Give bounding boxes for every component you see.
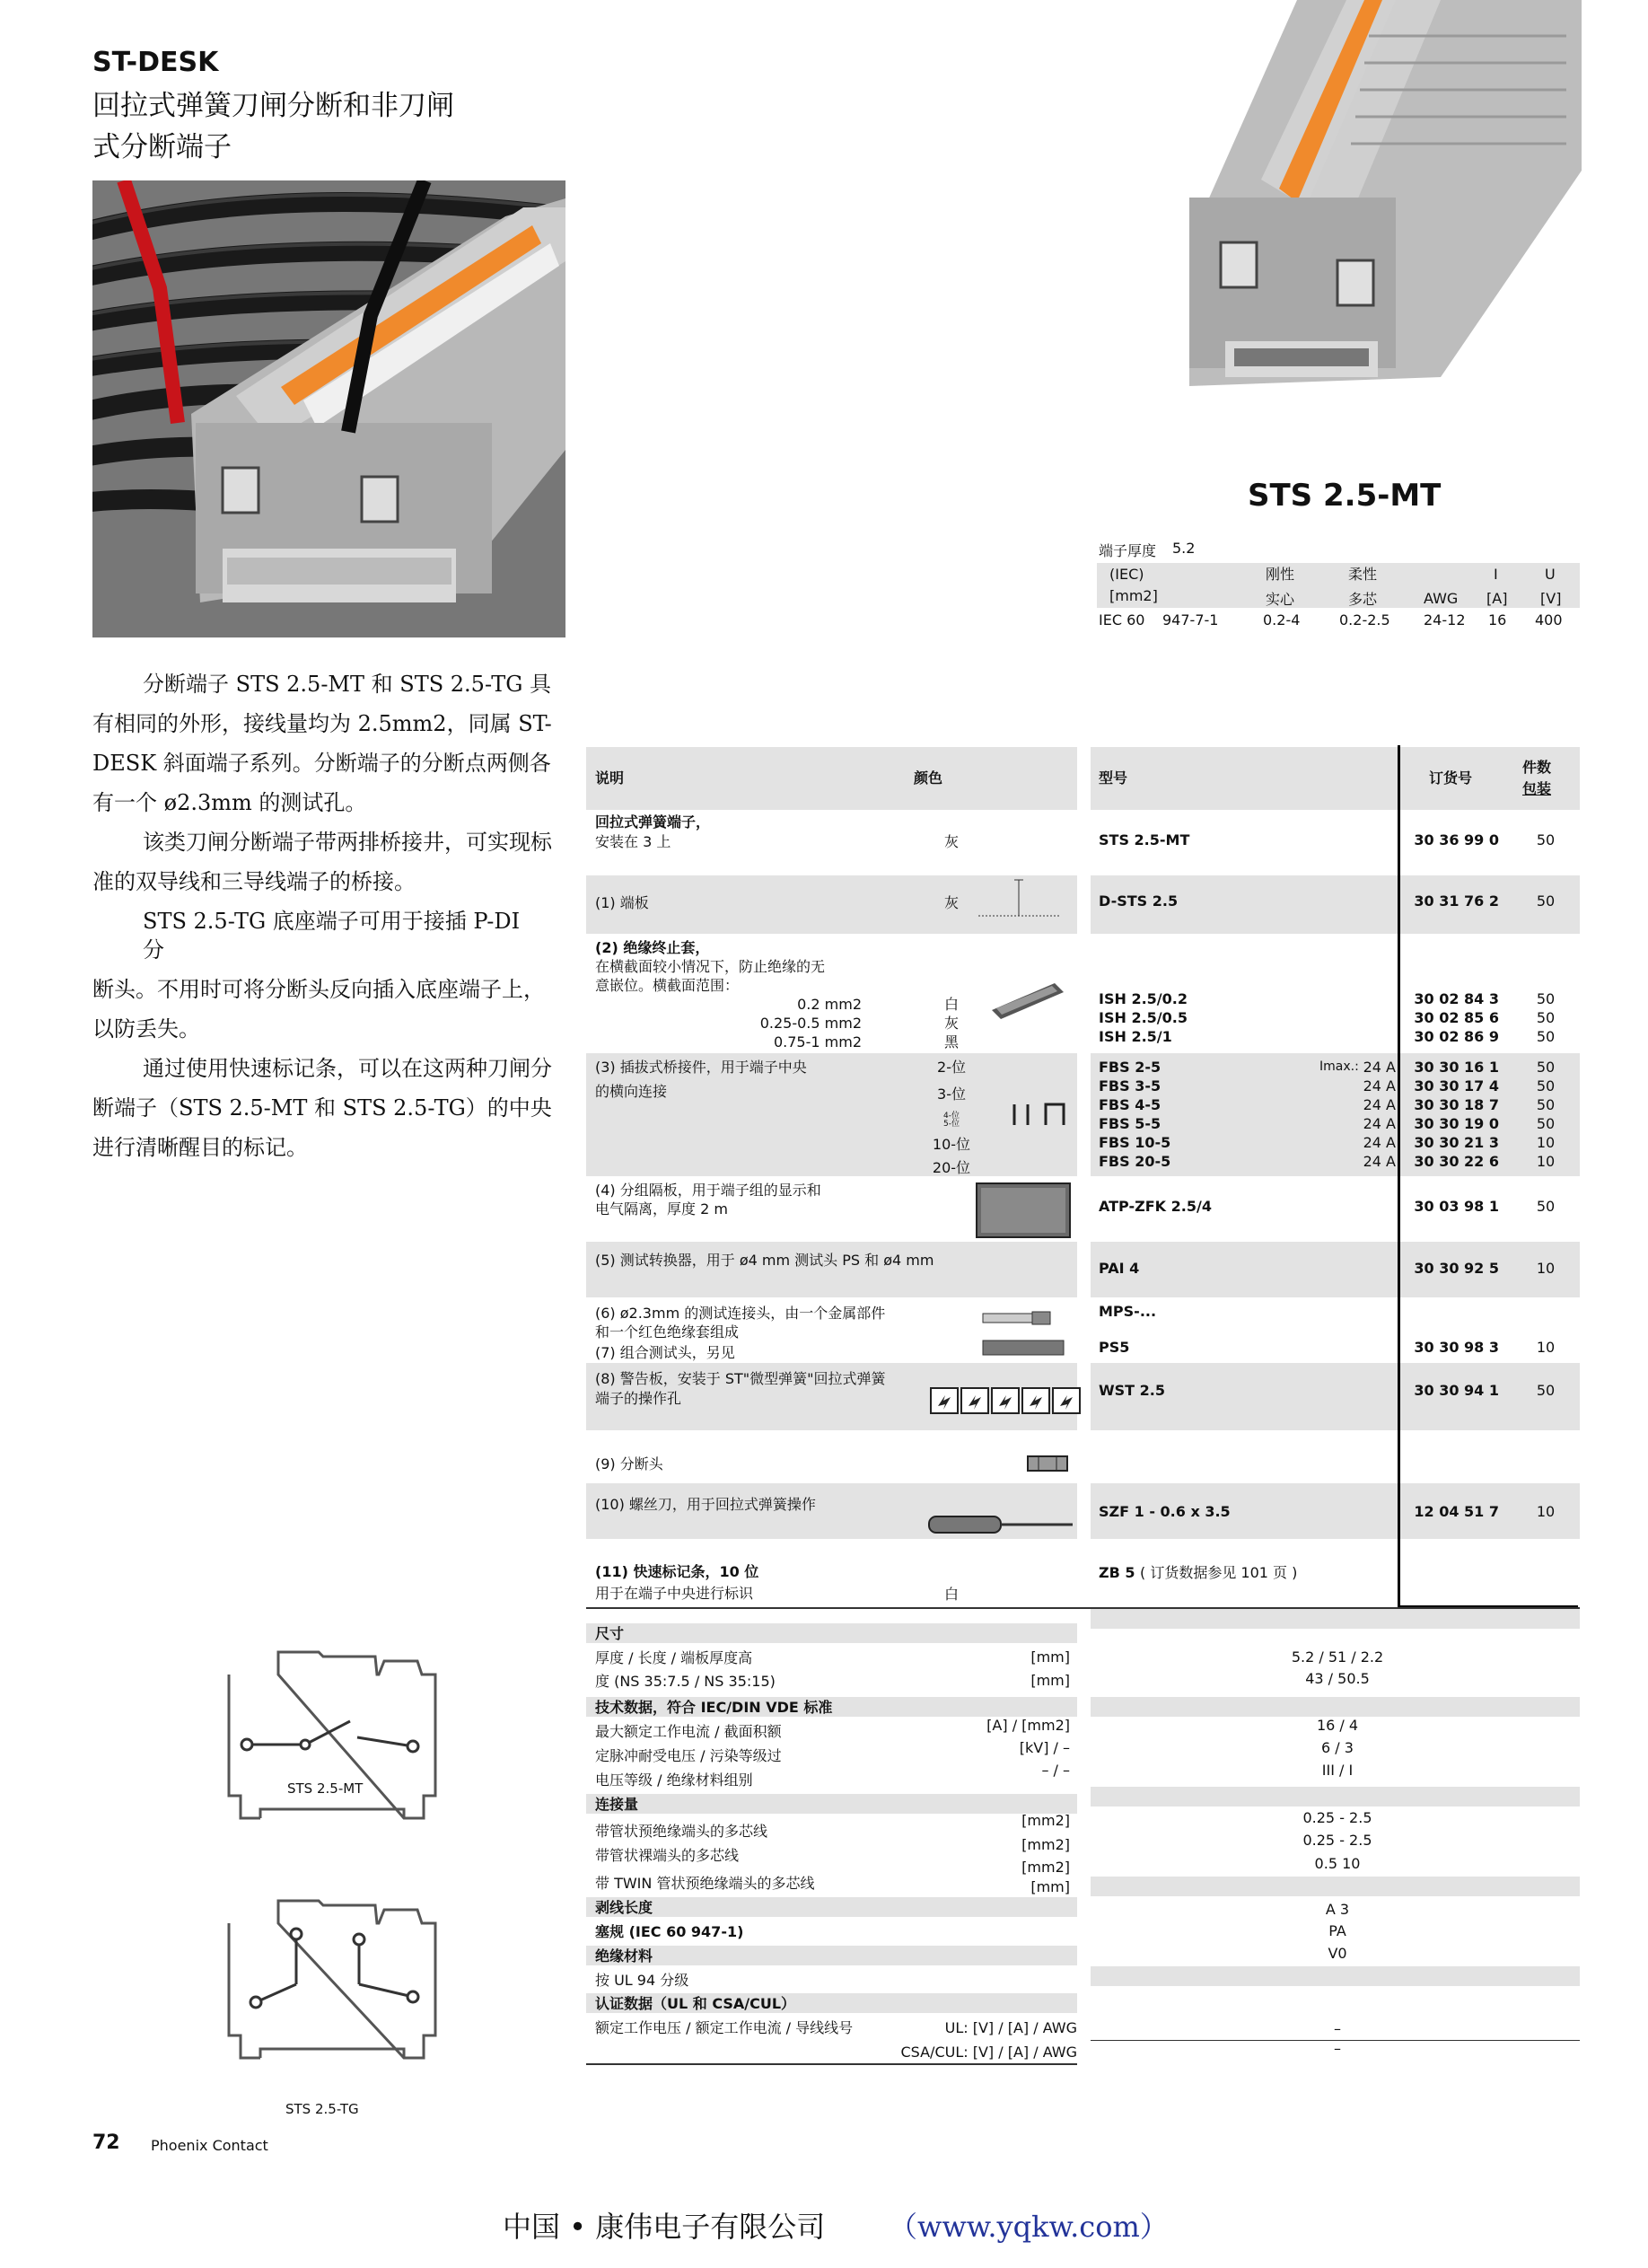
row4-current-1: 24 A [1363, 1059, 1396, 1076]
row3-color-2: 灰 [943, 1015, 959, 1032]
specs-cert-1-val: – [1334, 2020, 1341, 2037]
row1-model: STS 2.5-MT [1099, 831, 1190, 848]
spec-awg: AWG [1424, 590, 1459, 607]
row2-model: D-STS 2.5 [1099, 892, 1179, 910]
row5-order: 30 03 98 1 [1414, 1198, 1499, 1215]
sts-terminal-photo [1171, 0, 1582, 409]
row4-pos-1: 2-位 [937, 1059, 966, 1076]
specs-conn-band-r [1091, 1787, 1580, 1806]
row3-pack-1: 50 [1536, 990, 1556, 1007]
specs-conn-1-val: 0.25 - 2.5 [1302, 1809, 1372, 1826]
specs-tech-2-unit: [kV] / – [1019, 1739, 1070, 1756]
row10-order: 12 04 51 7 [1414, 1503, 1499, 1520]
row11-color: 白 [943, 1586, 959, 1603]
col-pack-header-2: 包装 [1522, 780, 1552, 797]
row3-pack-3: 50 [1536, 1028, 1556, 1045]
row7-desc-3: (7) 组合测试头，另见 [595, 1344, 735, 1361]
specs-conn-2-val: 0.25 - 2.5 [1302, 1832, 1372, 1849]
spec-flex-val: 0.2-2.5 [1339, 611, 1390, 629]
specs-dims-band [586, 1623, 1077, 1643]
row3-desc-1: (2) 绝缘终止套， [595, 939, 710, 956]
page-title: ST-DESK [92, 47, 219, 78]
row4-order-2: 30 30 17 4 [1414, 1077, 1499, 1094]
row7-desc-1: (6) ø2.3mm 的测试连接头，由一个金属部件 [595, 1305, 886, 1322]
row6-model: PAI 4 [1099, 1260, 1140, 1277]
row2-desc: (1) 端板 [595, 894, 649, 911]
disconnect-plug-icon [1026, 1452, 1071, 1475]
specs-tech-1-unit: [A] / [mm2] [986, 1717, 1070, 1734]
specs-conn-3-val: 0.5 10 [1314, 1855, 1361, 1872]
col-model-header: 型号 [1099, 769, 1128, 787]
specs-dims-2: 度 (NS 35:7.5 / NS 35:15) [595, 1673, 776, 1690]
specs-dims-title: 尺寸 [595, 1625, 625, 1642]
specs-ins-val: V0 [1328, 1945, 1347, 1962]
specs-conn-title: 连接量 [595, 1796, 639, 1813]
row11-model: ZB 5 [1099, 1564, 1135, 1581]
row2-pack: 50 [1536, 892, 1556, 910]
row3-model-2: ISH 2.5/0.5 [1099, 1009, 1188, 1026]
spec-std2: 947-7-1 [1162, 611, 1219, 629]
spec-i-val: 16 [1488, 611, 1507, 629]
row4-pack-6: 10 [1536, 1153, 1556, 1170]
specs-gauge: 塞规 (IEC 60 947-1) [595, 1923, 744, 1940]
row3-color-3: 黑 [943, 1033, 959, 1050]
row8-model: WST 2.5 [1099, 1382, 1165, 1399]
specs-tech-3: 电压等级 / 绝缘材料组别 [595, 1771, 753, 1789]
row3-order-1: 30 02 84 3 [1414, 990, 1499, 1007]
spec-u: U [1545, 566, 1556, 583]
spec-iec: (IEC) [1109, 566, 1144, 583]
page-subtitle-line2: 式分断端子 [92, 131, 232, 163]
specs-cert-2-unit: CSA/CUL: [V] / [A] / AWG [900, 2044, 1077, 2061]
specs-strip-band-r [1091, 1877, 1580, 1896]
row8-desc-1: (8) 警告板，安装于 ST"微型弹簧"回拉式弹簧 [595, 1370, 886, 1387]
table-header-right [1091, 747, 1580, 810]
row3-color-1: 白 [943, 996, 959, 1013]
intro-paragraph-3a: STS 2.5-TG 底座端子可用于接插 P-DI [143, 909, 521, 934]
specs-cert-1: 额定工作电压 / 额定工作电流 / 导线线号 [595, 2019, 854, 2036]
row4-pack-2: 50 [1536, 1077, 1556, 1094]
specs-dims-1: 厚度 / 长度 / 端板厚度高 [595, 1649, 753, 1666]
row1-order: 30 36 99 0 [1414, 831, 1499, 848]
row10-pack: 10 [1536, 1503, 1556, 1520]
thickness-value: 5.2 [1172, 540, 1196, 557]
row6-band-right [1091, 1242, 1580, 1297]
row3-order-2: 30 02 85 6 [1414, 1009, 1499, 1026]
test-plug-icon [978, 1306, 1068, 1360]
table-header-left [586, 747, 1077, 810]
specs-strip-band [586, 1897, 1077, 1917]
row4-pos-5: 10-位 [932, 1136, 971, 1153]
row4-pos-3: 4-位 [943, 1112, 960, 1121]
intro-text [92, 664, 564, 1167]
specs-conn-3-unit-2: [mm] [1030, 1878, 1070, 1895]
row10-desc: (10) 螺丝刀，用于回拉式弹簧操作 [595, 1496, 816, 1513]
row4-order-4: 30 30 19 0 [1414, 1115, 1499, 1132]
intro-paragraph-1: 分断端子 STS 2.5-MT 和 STS 2.5-TG 具有相同的外形，接线量均为 2.5mm2，同属 ST-DESK 斜面端子系列。分断端子的分断点两侧各有一个 ø2.3mm 的测试孔。 [92, 672, 552, 815]
row4-order-1: 30 30 16 1 [1414, 1059, 1499, 1076]
specs-conn-3-unit: [mm2] [1021, 1859, 1070, 1876]
row6-desc: (5) 测试转换器，用于 ø4 mm 测试头 PS 和 ø4 mm [595, 1252, 934, 1269]
col-pack-header-1: 件数 [1522, 759, 1552, 776]
row4-order-6: 30 30 22 6 [1414, 1153, 1499, 1170]
row4-model-4: FBS 5-5 [1099, 1115, 1161, 1132]
row4-model-5: FBS 10-5 [1099, 1134, 1171, 1151]
row3-desc-2: 在横截面较小情况下，防止绝缘的无 [595, 958, 826, 975]
specs-dims-1-val: 5.2 / 51 / 2.2 [1291, 1648, 1384, 1666]
row3-range-3: 0.75-1 mm2 [773, 1033, 862, 1050]
specs-tech-1-val: 16 / 4 [1316, 1717, 1359, 1734]
brand-name: Phoenix Contact [151, 2137, 268, 2154]
spec-rigid: 刚性 [1266, 566, 1295, 583]
row4-pack-5: 10 [1536, 1134, 1556, 1151]
specs-tech-2-val: 6 / 3 [1321, 1739, 1354, 1756]
row1-desc-1: 回拉式弹簧端子， [595, 813, 711, 831]
row7-model-2: PS5 [1099, 1339, 1130, 1356]
specs-tech-2: 定脉冲耐受电压 / 污染等级过 [595, 1747, 782, 1764]
thickness-label: 端子厚度 [1099, 542, 1157, 559]
row10-model: SZF 1 - 0.6 x 3.5 [1099, 1503, 1231, 1520]
row5-desc-2: 电气隔离，厚度 2 m [595, 1200, 728, 1218]
spec-flex2: 多芯 [1348, 591, 1378, 608]
specs-conn-1: 带管状预绝缘端头的多芯线 [595, 1823, 768, 1840]
specs-strip-title: 剥线长度 [595, 1899, 653, 1916]
specs-bottom-rule [586, 2063, 1077, 2065]
terminal-block-photo [92, 180, 565, 637]
row4-desc-2: 的横向连接 [595, 1083, 668, 1100]
specs-tech-3-val: III / I [1321, 1762, 1354, 1779]
row4-model-1: FBS 2-5 [1099, 1059, 1161, 1076]
row6-order: 30 30 92 5 [1414, 1260, 1499, 1277]
row4-current-5: 24 A [1363, 1134, 1396, 1151]
row11-model-note: ( 订货数据参见 101 页 ) [1140, 1564, 1298, 1581]
spec-u-val: 400 [1535, 611, 1563, 629]
row3-range-1: 0.2 mm2 [797, 996, 862, 1013]
row1-desc-2: 安装在 3 上 [595, 833, 671, 850]
row3-pack-2: 50 [1536, 1009, 1556, 1026]
row1-color: 灰 [943, 833, 959, 850]
specs-conn-2: 带管状裸端头的多芯线 [595, 1847, 740, 1864]
row4-current-6: 24 A [1363, 1153, 1396, 1170]
insulation-stop-icon [987, 979, 1068, 1024]
row8-order: 30 30 94 1 [1414, 1382, 1499, 1399]
specs-tech-3-unit: – / – [1041, 1762, 1070, 1779]
page-subtitle-line1: 回拉式弹簧刀闸分断和非刀闸 [92, 90, 454, 122]
row7-model-1: MPS-... [1099, 1303, 1157, 1320]
row9-desc: (9) 分断头 [595, 1455, 663, 1472]
row4-model-6: FBS 20-5 [1099, 1153, 1171, 1170]
partition-plate-icon [974, 1181, 1073, 1242]
product-name: STS 2.5-MT [1248, 478, 1442, 514]
row5-desc-1: (4) 分组隔板，用于端子组的显示和 [595, 1182, 821, 1199]
specs-conn-3: 带 TWIN 管状预绝缘端头的多芯线 [595, 1875, 815, 1892]
intro-paragraph-3b: 分 [143, 937, 164, 963]
row2-color: 灰 [943, 894, 959, 911]
row4-pack-3: 50 [1536, 1096, 1556, 1113]
col-color-header: 颜色 [914, 769, 943, 787]
row3-order-3: 30 02 86 9 [1414, 1028, 1499, 1045]
intro-paragraph-3c: 断头。不用时可将分断头反向插入底座端子上，以防丢失。 [92, 977, 545, 1042]
sts-tg-diagram-label: STS 2.5-TG [285, 2101, 359, 2117]
specs-conn-2-unit: [mm2] [1021, 1836, 1070, 1853]
row4-pos-2: 3-位 [937, 1086, 966, 1103]
sts-mt-diagram [224, 1648, 440, 1827]
spec-i-unit: [A] [1486, 590, 1508, 607]
row3-model-3: ISH 2.5/1 [1099, 1028, 1172, 1045]
spec-rigid2: 实心 [1266, 591, 1295, 608]
spec-mm2: [mm2] [1109, 587, 1158, 604]
spec-flex: 柔性 [1348, 566, 1378, 583]
row4-desc-1: (3) 插拔式桥接件，用于端子中央 [595, 1059, 807, 1076]
page-number: 72 [92, 2132, 120, 2154]
specs-ins-band-r [1091, 1966, 1580, 1986]
specs-ins-title: 绝缘材料 [595, 1947, 653, 1965]
row4-current-3: 24 A [1363, 1096, 1396, 1113]
specs-strip-val: A 3 [1325, 1901, 1350, 1918]
specs-ins-band [586, 1946, 1077, 1965]
row4-model-2: FBS 3-5 [1099, 1077, 1161, 1094]
spec-std: IEC 60 [1099, 611, 1145, 629]
specs-cert-2-val: – [1334, 2040, 1341, 2057]
spec-rigid-val: 0.2-4 [1263, 611, 1301, 629]
specs-conn-band [586, 1794, 1077, 1814]
row4-current-2: 24 A [1363, 1077, 1396, 1094]
row4-imax: Imax.: [1319, 1059, 1359, 1074]
col-desc-header: 说明 [595, 769, 625, 787]
row6-pack: 10 [1536, 1260, 1556, 1277]
col-order-header: 订货号 [1429, 769, 1473, 787]
bridge-icon [1010, 1100, 1073, 1127]
row7-order: 30 30 98 3 [1414, 1339, 1499, 1356]
row4-pack-1: 50 [1536, 1059, 1556, 1076]
row4-current-4: 24 A [1363, 1115, 1396, 1132]
row4-pos-4: 5-位 [943, 1120, 960, 1129]
screwdriver-icon [925, 1511, 1077, 1538]
specs-dims-2-val: 43 / 50.5 [1305, 1670, 1370, 1687]
row11-desc-2: 用于在端子中央进行标识 [595, 1585, 754, 1602]
warning-plate-icon [929, 1385, 1082, 1417]
spec-i: I [1494, 566, 1498, 583]
specs-dims-1-unit: [mm] [1030, 1648, 1070, 1666]
row4-order-3: 30 30 18 7 [1414, 1096, 1499, 1113]
specs-conn-1-unit: [mm2] [1021, 1812, 1070, 1829]
specs-tech-title: 技术数据，符合 IEC/DIN VDE 标准 [595, 1699, 833, 1716]
footer-company: 中国 • 康伟电子有限公司 [503, 2210, 826, 2244]
footer-url[interactable]: （www.yqkw.com） [889, 2210, 1169, 2244]
end-plate-icon [969, 875, 1068, 929]
row11-desc-1: (11) 快速标记条，10 位 [595, 1563, 759, 1580]
row2-order: 30 31 76 2 [1414, 892, 1499, 910]
row3-model-1: ISH 2.5/0.2 [1099, 990, 1188, 1007]
row8-desc-2: 端子的操作孔 [595, 1390, 682, 1407]
row8-pack: 50 [1536, 1382, 1556, 1399]
intro-paragraph-2: 该类刀闸分断端子带两排桥接井，可实现标准的双导线和三导线端子的桥接。 [92, 830, 552, 894]
row3-desc-3: 意嵌位。横截面范围： [595, 977, 740, 994]
spec-u-unit: [V] [1540, 590, 1562, 607]
specs-cert-title: 认证数据（UL 和 CSA/CUL） [595, 1995, 796, 2012]
specs-gauge-val: PA [1328, 1922, 1346, 1939]
row5-model: ATP-ZFK 2.5/4 [1099, 1198, 1212, 1215]
sts-tg-diagram [224, 1896, 440, 2067]
specs-tech-1: 最大额定工作电流 / 截面积额 [595, 1723, 782, 1740]
row5-pack: 50 [1536, 1198, 1556, 1215]
intro-paragraph-4: 通过使用快速标记条，可以在这两种刀闸分断端子（STS 2.5-MT 和 STS 2.5-TG）的中央进行清晰醒目的标记。 [92, 1056, 552, 1160]
row7-pack: 10 [1536, 1339, 1556, 1356]
specs-right-band-0 [1091, 1609, 1580, 1629]
specs-dims-2-unit: [mm] [1030, 1672, 1070, 1689]
specs-ul94: 按 UL 94 分级 [595, 1972, 689, 1989]
spec-awg-val: 24-12 [1424, 611, 1466, 629]
row4-order-5: 30 30 21 3 [1414, 1134, 1499, 1151]
row4-pack-4: 50 [1536, 1115, 1556, 1132]
sts-mt-diagram-label: STS 2.5-MT [287, 1780, 364, 1797]
specs-cert-1-unit: UL: [V] / [A] / AWG [944, 2019, 1077, 2036]
order-column-border [1398, 745, 1400, 1607]
row1-pack: 50 [1536, 831, 1556, 848]
row3-range-2: 0.25-0.5 mm2 [759, 1015, 862, 1032]
row7-desc-2: 和一个红色绝缘套组成 [595, 1323, 740, 1341]
row4-model-3: FBS 4-5 [1099, 1096, 1161, 1113]
row4-pos-6: 20-位 [932, 1159, 971, 1176]
specs-tech-band-r [1091, 1697, 1580, 1717]
